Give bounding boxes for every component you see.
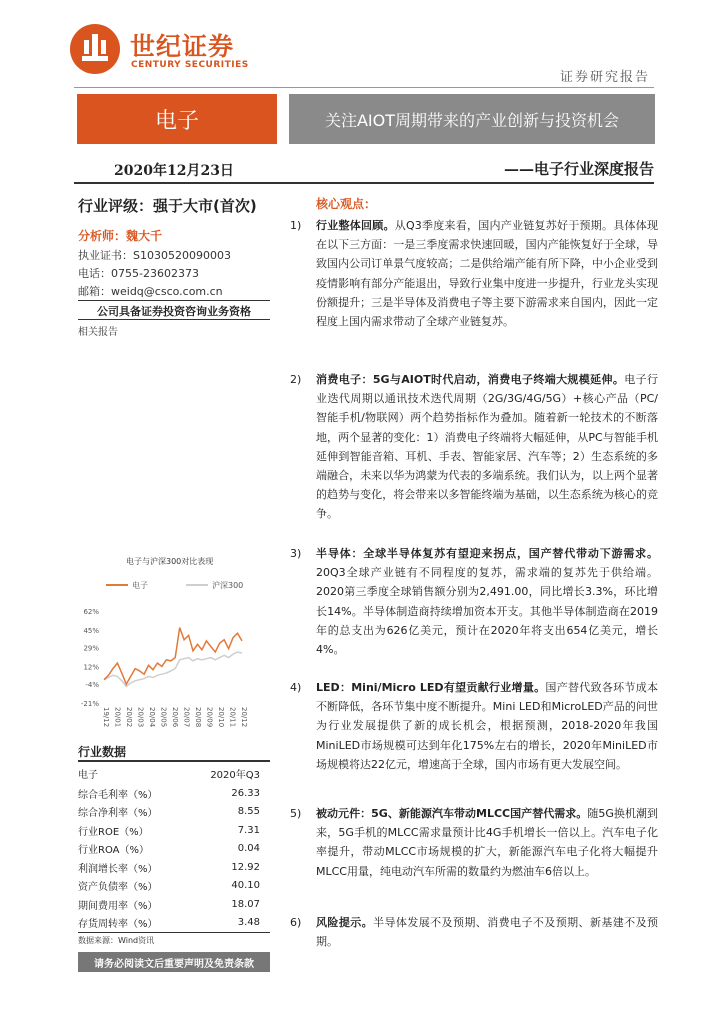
x-tick-label: 20/05 [159, 707, 168, 728]
sector-label: 电子 [77, 94, 277, 144]
report-date: 2020年12月23日 [114, 163, 234, 179]
table-row [78, 820, 260, 840]
data-source: 数据来源：Wind资讯 [78, 936, 155, 945]
point-heading: LED：Mini/Micro LED有望贡献行业增量。 [316, 681, 546, 694]
table-header-row [78, 763, 260, 783]
table-cell-label: 综合毛利率（%） [78, 789, 158, 801]
table-cell-label: 行业ROE（%） [78, 826, 149, 838]
table-cell-label: 期间费用率（%） [78, 900, 158, 912]
point-number: 6) [290, 916, 302, 929]
core-point [290, 216, 658, 331]
table-header-period: 2020年Q3 [210, 769, 260, 781]
point-body: 国产替代致各环节成本不断降低，各环节集中度不断提升。Mini LED和MicroLED产品的问世为行业发展提供了新的成长机会，根据预测，2018-2020年我国MiniLED市场规模可达到年化175%左右的增长，2020年MiniLED市场规模将达22亿元，增速高于全球，国内市场有更大发展空间。 [316, 681, 658, 771]
point-body: 20Q3全球产业链有不同程度的复苏，需求端的复苏先于供给端。2020第三季度全球销售额分别为2,491.00，同比增长3.3%，环比增长14%。半导体制造商持续增加资本开支。其他半导体制造商在2019年的总支出为626亿美元，预计在2020年将支出654亿美元，增长4%。 [316, 566, 658, 657]
table-row [78, 913, 260, 933]
qualification-note: 公司具备证券投资咨询业务资格 [97, 305, 251, 318]
core-point [290, 678, 658, 774]
analyst-phone: 电话：0755-23602373 [78, 267, 199, 280]
x-tick-label: 20/12 [240, 707, 248, 728]
y-tick-label: 45% [83, 626, 99, 635]
table-cell-value: 3.48 [237, 917, 260, 928]
legend-label: 电子 [132, 581, 148, 590]
chart-title: 电子与沪深300对比表现 [126, 557, 214, 566]
logo-mark-icon [70, 24, 120, 74]
point-body: 半导体发展不及预期、消费电子不及预期、新基建不及预期。 [316, 916, 659, 949]
company-logo [70, 24, 120, 74]
y-tick-label: -4% [85, 681, 99, 690]
y-tick-label: 12% [83, 663, 99, 672]
core-point [290, 804, 658, 881]
x-tick-label: 20/11 [228, 707, 237, 728]
analyst-name: 分析师：魏大千 [78, 229, 163, 243]
table-cell-value: 26.33 [231, 787, 260, 799]
table-cell-label: 综合净利率（%） [78, 808, 158, 819]
y-tick-label: 29% [83, 644, 99, 653]
series-line [104, 628, 242, 685]
divider [74, 87, 654, 88]
legend-label: 沪深300 [212, 581, 244, 590]
analyst-cert: 执业证书：S1030520090003 [78, 249, 231, 262]
y-tick-label: 62% [83, 608, 99, 616]
report-title: 关注AIOT周期带来的产业创新与投资机会 [289, 94, 655, 144]
table-cell-label: 行业ROA（%） [78, 845, 149, 856]
point-heading: 半导体：全球半导体复苏有望迎来拐点，国产替代带动下游需求。 [316, 547, 658, 560]
table-cell-label: 存货周转率（%） [78, 919, 158, 930]
divider [78, 932, 270, 933]
point-body: 随5G换机潮到来，5G手机的MLCC需求量预计比4G手机增长一倍以上。汽车电子化率提升，带动MLCC市场规模的扩大，新能源汽车电子化将大幅提升MLCC用量，纯电动汽车所需的数量约为燃油车6倍以上。 [316, 807, 658, 878]
table-title: 行业数据 [78, 745, 127, 759]
related-reports: 相关报告 [78, 327, 118, 338]
table-cell-value: 18.07 [231, 898, 260, 910]
point-number: 5) [290, 807, 302, 820]
table-cell-label: 利润增长率（%） [78, 863, 158, 875]
point-body: 电子行业迭代周期以通讯技术迭代周期（2G/3G/4G/5G）+核心产品（PC/智能手机/物联网）两个趋势指标作为叠加。随着新一轮技术的不断落地，两个显著的变化：1）消费电子终端将大幅延伸，从PC与智能手机延伸到智能音箱、耳机、手表、智能家居、汽车等；2）生态系统的多端融合，未来以华为鸿蒙为代表的多端系统。我们认为，以上两个显著的趋势与变化，将会带来以多智能终端为基础，以生态系统为核心的竞争。 [316, 373, 658, 521]
table-header-label: 电子 [78, 769, 98, 781]
analyst-email: 邮箱：weidq@csco.com.cn [78, 285, 223, 298]
point-number: 2) [290, 373, 302, 386]
x-tick-label: 20/09 [205, 707, 214, 728]
point-body: 从Q3季度来看，国内产业链复苏好于预期。具体体现在以下三方面：一是三季度需求快速回暖，国内产能恢复好于全球，导致国内公司订单景气度较高；二是供给端产能有所下降，中小企业受到疫情影响有部分产能退出，导致行业集中度进一步提升，行业龙头实现份额提升；三是半导体及消费电子等主要下游需求来自国内，因此一定程度上国内需求带动了全球产业链复苏。 [316, 219, 659, 329]
company-name-cn: 世纪证券 [130, 32, 235, 61]
point-heading: 风险提示。 [316, 916, 374, 929]
x-tick-label: 20/08 [194, 707, 202, 728]
x-tick-label: 20/01 [113, 707, 122, 728]
x-tick-label: 20/06 [171, 707, 179, 728]
table-cell-value: 7.31 [237, 824, 260, 836]
industry-rating: 行业评级：强于大市(首次) [78, 197, 257, 215]
disclaimer-banner: 请务必阅读文后重要声明及免责条款 [78, 952, 270, 972]
core-views-title: 核心观点： [316, 197, 377, 211]
point-heading: 行业整体回顾。 [316, 219, 395, 232]
x-tick-label: 20/03 [136, 707, 145, 728]
table-cell-value: 40.10 [231, 880, 260, 891]
point-number: 4) [290, 681, 302, 694]
x-tick-label: 20/07 [182, 707, 191, 728]
table-row [78, 857, 260, 877]
y-tick-label: -21% [80, 700, 99, 708]
table-cell-value: 0.04 [237, 843, 260, 854]
company-name-en: CENTURY SECURITIES [131, 60, 249, 70]
divider [78, 760, 270, 762]
point-number: 3) [290, 547, 302, 560]
table-cell-value: 12.92 [231, 861, 260, 873]
table-row [78, 783, 260, 803]
core-point [290, 913, 658, 951]
performance-chart [76, 575, 270, 735]
divider [78, 319, 270, 320]
report-series: ——电子行业深度报告 [503, 160, 654, 178]
table-cell-value: 8.55 [237, 806, 260, 817]
point-number: 1) [290, 219, 302, 232]
x-tick-label: 19/12 [102, 707, 110, 728]
table-row [78, 839, 260, 859]
divider [78, 300, 270, 301]
table-cell-label: 资产负债率（%） [78, 882, 158, 893]
x-tick-label: 20/04 [148, 707, 156, 728]
core-point [290, 370, 658, 524]
x-tick-label: 20/10 [217, 707, 225, 728]
point-heading: 被动元件：5G、新能源汽车带动MLCC国产替代需求。 [316, 807, 588, 820]
core-point [290, 544, 658, 659]
table-row [78, 876, 260, 896]
table-row [78, 894, 260, 914]
divider [74, 182, 654, 184]
point-heading: 消费电子：5G与AIOT时代启动，消费电子终端大规模延伸。 [316, 373, 625, 386]
table-row [78, 802, 260, 822]
report-type: 证券研究报告 [559, 70, 650, 85]
x-tick-label: 20/02 [125, 707, 133, 728]
